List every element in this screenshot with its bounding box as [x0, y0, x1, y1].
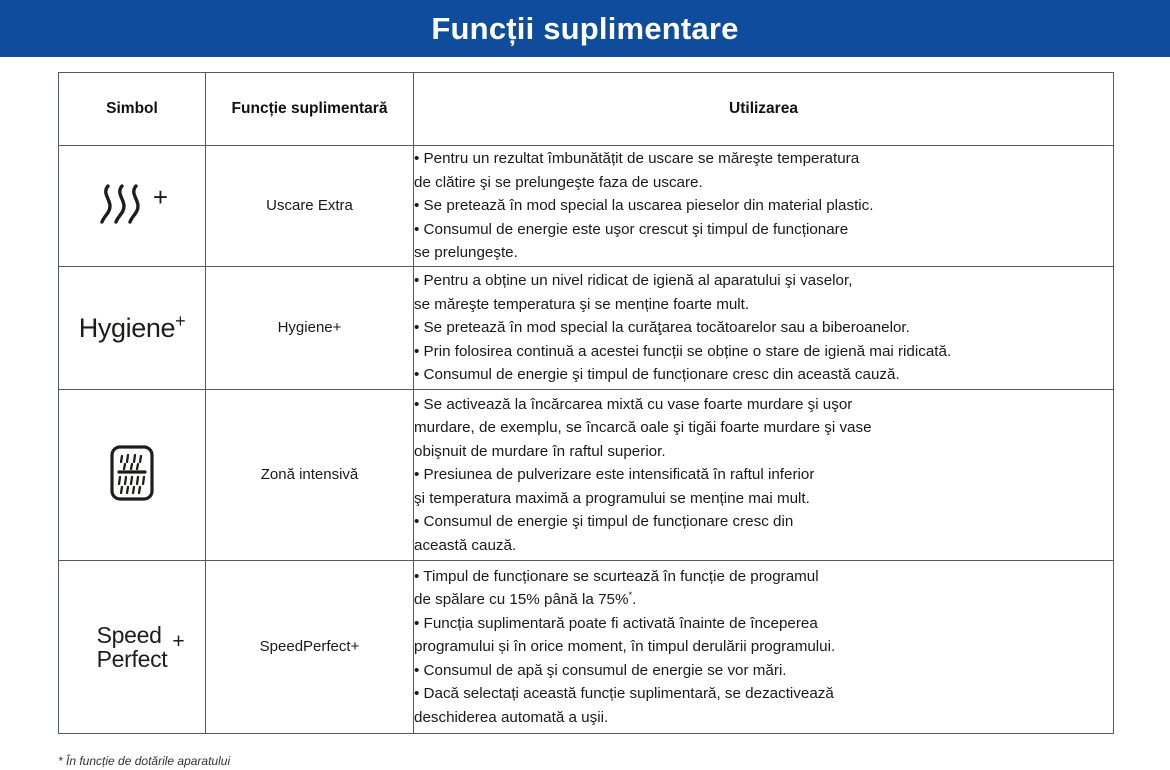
usage-line: • Consumul de energie este uşor crescut şi timpul de funcționare	[414, 220, 849, 238]
asterisk-superscript: *	[628, 589, 633, 601]
usage-line: deschiderea automată a uşii.	[414, 708, 609, 726]
usage-cell	[414, 390, 1114, 561]
usage-line: se măreşte temperatura şi se menține foarte mult.	[414, 295, 750, 313]
table-row	[59, 267, 1114, 390]
usage-line: • Se pretează în mod special la uscarea pieselor din material plastic.	[414, 197, 874, 215]
table-header-row	[59, 73, 1114, 146]
usage-line: se prelungeşte.	[414, 244, 518, 262]
symbol-cell-speedperfect-plus	[59, 561, 206, 734]
usage-line: • Consumul de apă şi consumul de energie se vor mări.	[414, 661, 787, 679]
function-name-cell: Zonă intensivă	[206, 390, 414, 561]
usage-line: • Funcția suplimentară poate fi activată înainte de începerea	[414, 614, 818, 632]
footnote: * În funcție de dotările aparatului	[58, 754, 231, 768]
usage-line: • Presiunea de pulverizare este intensificată în raftul inferior	[414, 466, 815, 484]
usage-line: de clătire şi se prelungeşte faza de uscare.	[414, 173, 703, 191]
usage-line: murdare, de exemplu, se încarcă oale şi tigăi foarte murdare şi vase	[414, 419, 872, 437]
table-row	[59, 561, 1114, 734]
usage-line: obişnuit de murdare în raftul superior.	[414, 442, 666, 460]
functions-table-wrapper	[58, 72, 1113, 734]
column-header-function: Funcție suplimentară	[206, 73, 414, 146]
plus-superscript: +	[175, 310, 186, 331]
usage-line: programului și în orice moment, în timpul derulării programului.	[414, 638, 836, 656]
plus-symbol: +	[172, 630, 185, 653]
usage-line: • Prin folosirea continuă a acestei funcții se obține o stare de igienă mai ridicată.	[414, 342, 952, 360]
speed-wordmark-line1: Speed	[96, 622, 162, 648]
steam-waves-plus-icon	[96, 180, 168, 228]
table-row	[59, 146, 1114, 267]
hygiene-plus-icon	[78, 310, 186, 343]
additional-functions-table	[58, 72, 1114, 734]
page-title: Funcții suplimentare	[431, 11, 739, 46]
symbol-cell-hygiene-plus	[59, 267, 206, 390]
table-row	[59, 390, 1114, 561]
usage-cell	[414, 146, 1114, 267]
usage-line	[414, 588, 1113, 612]
speed-perfect-plus-icon	[96, 622, 185, 672]
usage-line: • Timpul de funcționare se scurtează în funcție de programul	[414, 567, 819, 585]
usage-cell	[414, 267, 1114, 390]
function-name-cell: Hygiene+	[206, 267, 414, 390]
symbol-cell-zona-intensiva	[59, 390, 206, 561]
usage-line: • Pentru a obține un nivel ridicat de igienă al aparatului şi vaselor,	[414, 272, 853, 290]
usage-line-text: de spălare cu 15% până la 75%*.	[414, 589, 637, 609]
usage-line: • Pentru un rezultat îmbunătățit de uscare se măreşte temperatura	[414, 150, 860, 168]
function-name-cell: SpeedPerfect+	[206, 561, 414, 734]
symbol-cell-uscare-extra	[59, 146, 206, 267]
usage-line: • Dacă selectați această funcție suplimentară, se dezactivează	[414, 685, 834, 703]
plus-symbol: +	[152, 181, 169, 212]
usage-line: şi temperatura maximă a programului se menține mai mult.	[414, 489, 810, 507]
usage-line: • Consumul de energie şi timpul de funcționare cresc din	[414, 513, 794, 531]
page-header-banner	[0, 0, 1170, 57]
intensive-zone-icon	[109, 444, 155, 502]
hygiene-wordmark: Hygiene	[78, 312, 176, 343]
speed-wordmark-line2: Perfect	[96, 646, 168, 672]
usage-line: această cauză.	[414, 536, 517, 554]
usage-line: • Consumul de energie şi timpul de funcționare cresc din această cauză.	[414, 366, 900, 384]
column-header-usage: Utilizarea	[414, 73, 1114, 146]
usage-line: • Se pretează în mod special la curăţarea tocătoarelor sau a biberoanelor.	[414, 319, 910, 337]
usage-line: • Se activează la încărcarea mixtă cu vase foarte murdare şi uşor	[414, 395, 853, 413]
function-name-cell: Uscare Extra	[206, 146, 414, 267]
column-header-symbol: Simbol	[59, 73, 206, 146]
usage-cell	[414, 561, 1114, 734]
